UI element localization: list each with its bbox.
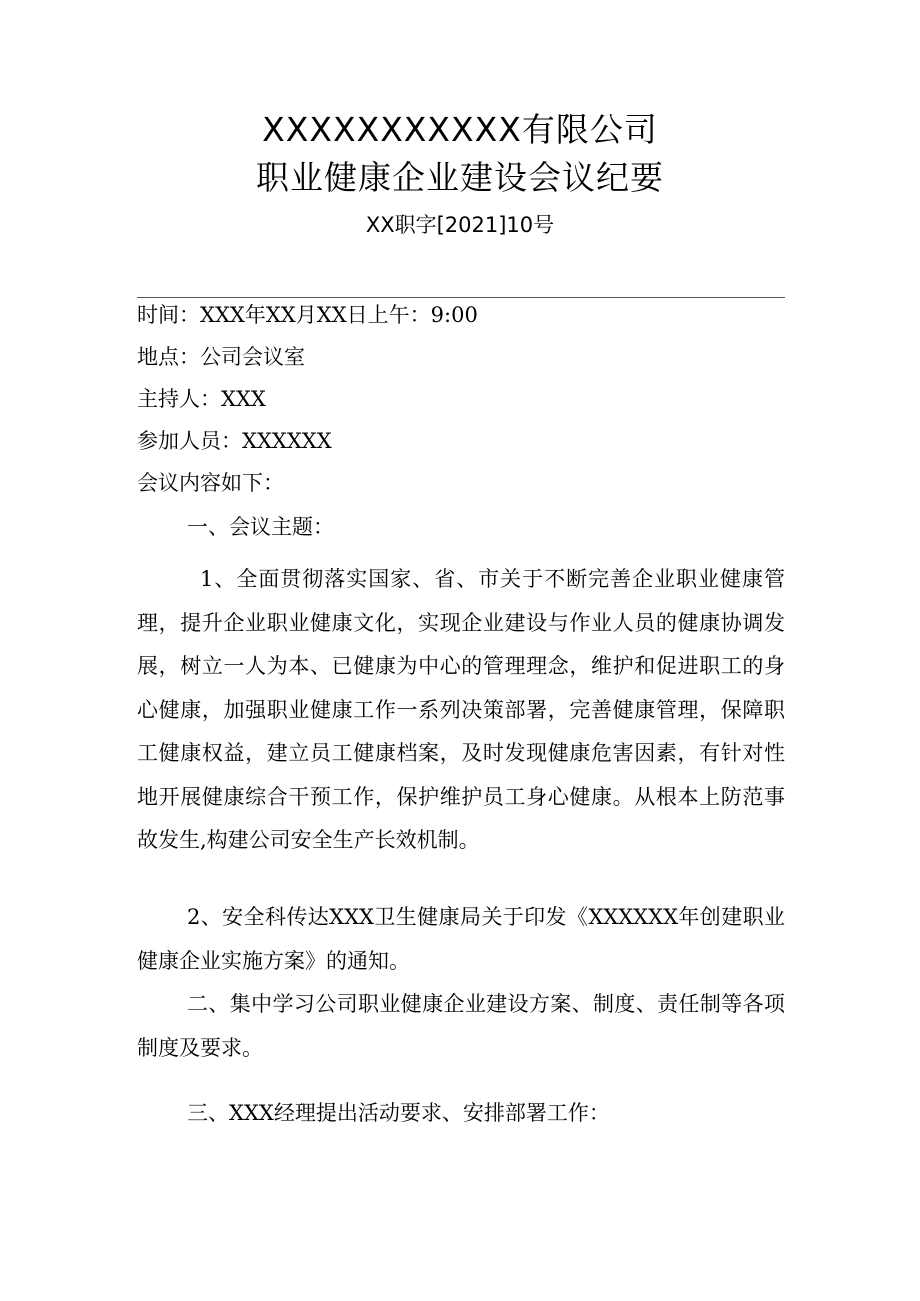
section-heading-meeting-theme: 一、会议主题： [187, 515, 334, 539]
meeting-host: 主持人：XXX [137, 387, 266, 411]
meeting-time: 时间：XXX年XX月XX日上午：9:00 [137, 303, 478, 327]
meeting-place: 地点：公司会议室 [137, 345, 305, 369]
document-number: XX职字[2021]10号 [365, 213, 555, 237]
meeting-contents-intro: 会议内容如下： [137, 471, 284, 495]
paragraph-section-3: 三、XXX经理提出活动要求、安排部署工作： [187, 1101, 610, 1125]
paragraph-item-1: 1、全面贯彻落实国家、省、市关于不断完善企业职业健康管理，提升企业职业健康文化，实现企业建设与作业人员的健康协调发展，树立一人为本、已健康为中心的管理理念，维护和促进职工的身心健康，加强职业健康工作一系列决策部署，完善健康管理，保障职工健康权益，建立员工健康档案，及时发现健康危害因素，有针对性地开展健康综合干预工作，保护维护员工身心健康。从根本上防范事故发生,构建公司安全生产长效机制。 [137, 567, 785, 852]
header-divider [137, 297, 785, 298]
document-title: 职业健康企业建设会议纪要 [256, 158, 664, 197]
meeting-attendees: 参加人员：XXXXXX [137, 429, 332, 453]
company-name-title: XXXXXXXXXXX有限公司 [262, 110, 658, 149]
paragraph-item-2: 2、安全科传达XXX卫生健康局关于印发《XXXXXX年创建职业健康企业实施方案》的通知。 [137, 905, 785, 973]
paragraph-section-2: 二、集中学习公司职业健康企业建设方案、制度、责任制等各项制度及要求。 [137, 992, 785, 1060]
